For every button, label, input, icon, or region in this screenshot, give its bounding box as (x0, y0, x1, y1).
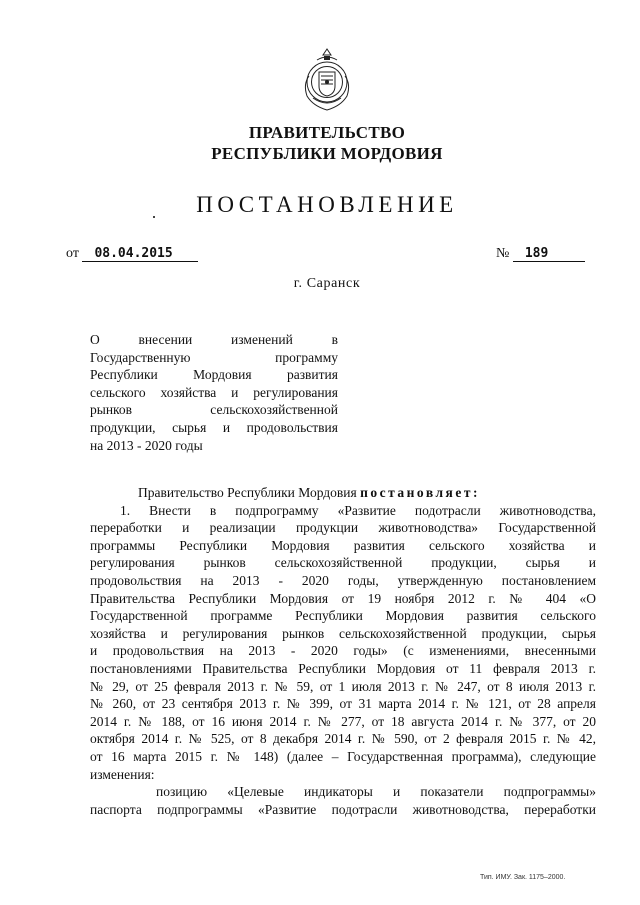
gov-title-line2: РЕСПУБЛИКИ МОРДОВИЯ (211, 144, 443, 163)
document-type: ПОСТАНОВЛЕНИЕ (196, 192, 458, 217)
document-body (90, 484, 596, 818)
body-line: Государственной программе Республики Мордовия развития сельского (90, 608, 596, 624)
subject-line: Государственную программу (90, 349, 338, 365)
subject-line: Республики Мордовия развития (90, 367, 338, 383)
body-line: октября 2014 г. № 525, от 8 декабря 2014 г. № 590, от 2 февраля 2015 г. № 42, (90, 731, 596, 747)
number-prefix: № (496, 246, 510, 261)
number-line (496, 246, 585, 262)
body-line: № 260, от 23 сентября 2013 г. № 399, от 31 марта 2014 г. № 121, от 28 апреля (90, 696, 596, 712)
government-title (0, 122, 640, 164)
body-line: программы Республики Мордовия развития сельского хозяйства и (90, 537, 596, 553)
body-line: переработки и реализации продукции животноводства» Государственной (90, 520, 596, 536)
city: г. Саранск (293, 276, 361, 291)
subject-line: на 2013 - 2020 годы (90, 437, 203, 453)
body-intro-line (90, 484, 596, 502)
subject-line: рынков сельскохозяйственной (90, 402, 338, 418)
body-line: 1. Внести в подпрограмму «Развитие подотрасли животноводства, (120, 502, 596, 518)
body-line: изменения: (90, 766, 155, 782)
body-line: от 16 марта 2015 г. № 148) (далее – Государственная программа), следующие (90, 748, 596, 764)
subject-line: О внесении изменений в (90, 332, 338, 347)
body-line: Правительства Республики Мордовия от 19 ноября 2012 г. № 404 «О (90, 590, 596, 606)
subject-line: продукции, сырья и продовольствия (90, 419, 338, 435)
body-line: и продовольствия на 2013 - 2020 годы» (с изменениями, внесенными (90, 643, 596, 659)
document-number: 189 (513, 246, 585, 262)
document-subject (90, 331, 338, 454)
body-line: хозяйства и регулирования рынков сельскохозяйственной продукции, сырья (90, 625, 596, 641)
body-line: 2014 г. № 188, от 16 июня 2014 г. № 277, от 18 августа 2014 г. № 377, от 20 (90, 713, 596, 729)
body-line: регулирования рынков сельскохозяйственной продукции, сырья и (90, 555, 596, 571)
body-line: постановлениями Правительства Республики Мордовия от 11 февраля 2013 г. (90, 660, 596, 676)
print-info: Тип. ИМУ. Зак. 1175–2000. (480, 874, 566, 881)
decree-word: постановляет: (360, 485, 480, 500)
dot-mark (153, 216, 155, 218)
coat-of-arms-icon (297, 46, 357, 116)
body-line: паспорта подпрограммы «Развитие подотрасли животноводства, переработки (90, 801, 596, 817)
body-intro: Правительство Республики Мордовия (138, 485, 357, 500)
body-line: позицию «Целевые индикаторы и показатели подпрограммы» (156, 784, 596, 800)
date-prefix: от (66, 246, 79, 261)
body-line: продовольствия на 2013 - 2020 годы, утвержденную постановлением (90, 572, 596, 588)
subject-line: сельского хозяйства и регулирования (90, 384, 338, 400)
date-line (66, 246, 198, 262)
body-line: № 29, от 25 февраля 2013 г. № 59, от 1 июля 2013 г. № 247, от 8 июля 2013 г. (90, 678, 596, 694)
document-date: 08.04.2015 (82, 246, 198, 262)
gov-title-line1: ПРАВИТЕЛЬСТВО (248, 123, 406, 142)
